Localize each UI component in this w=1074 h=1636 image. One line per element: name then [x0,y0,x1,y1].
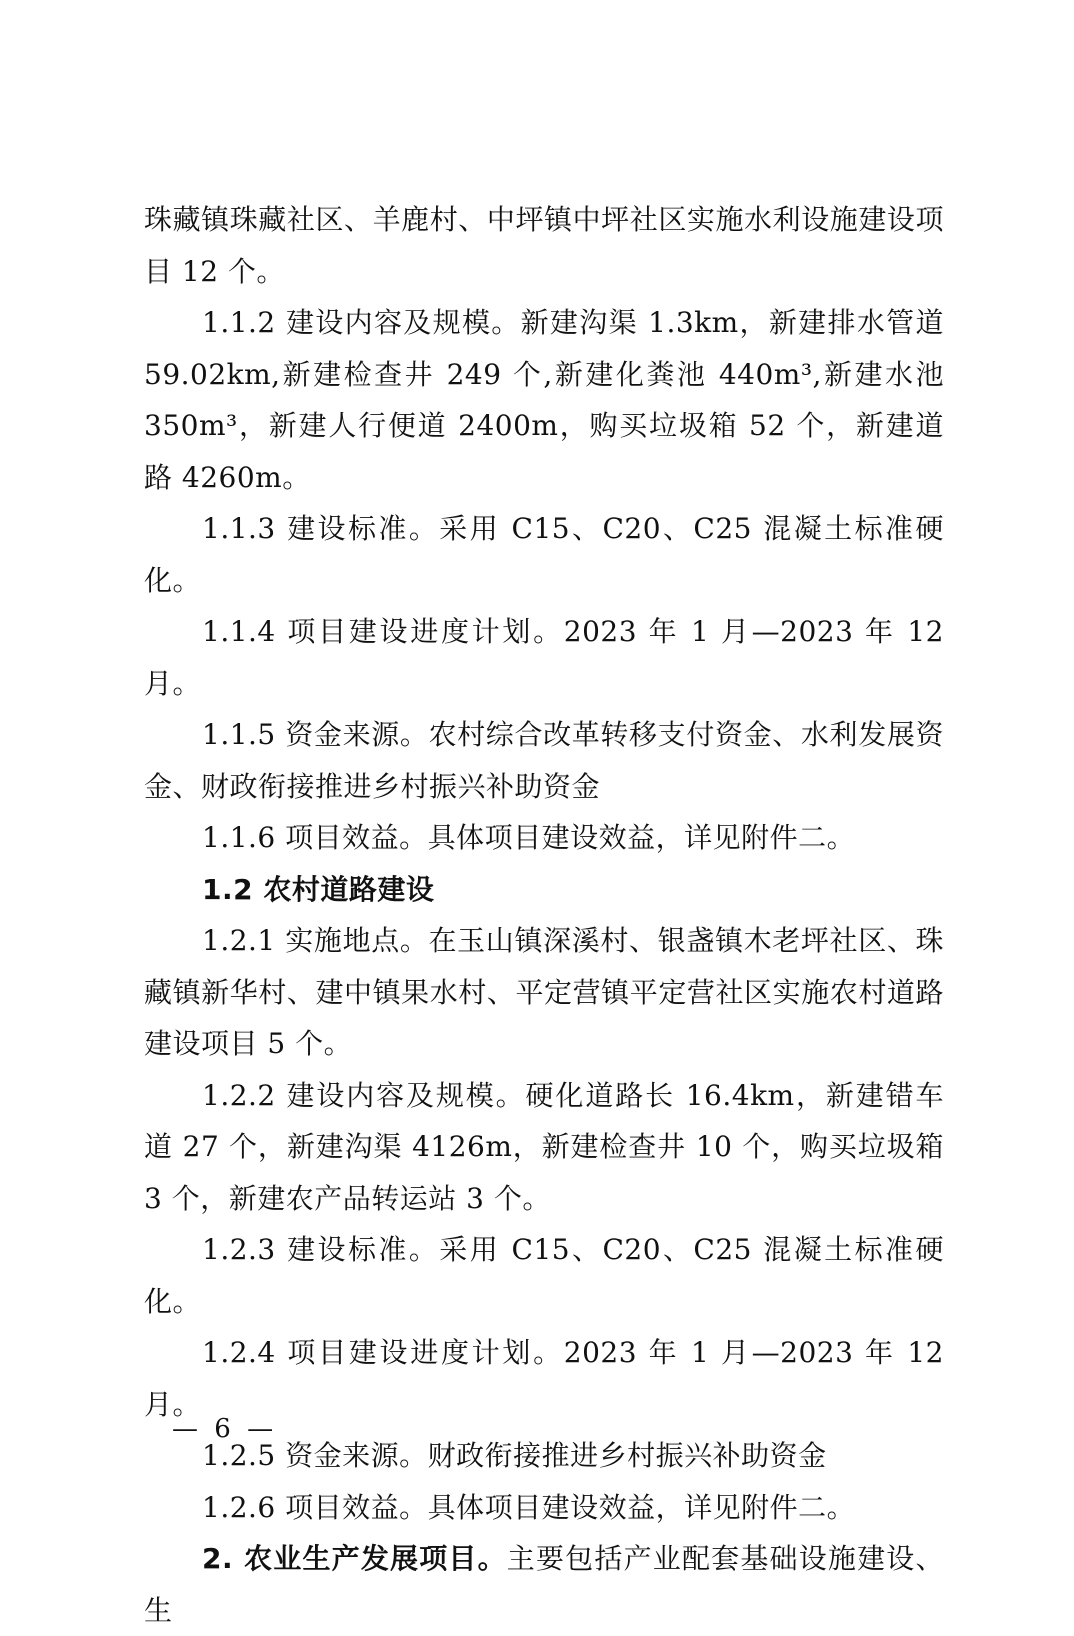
section-2-lead: 2. 农业生产发展项目。 [202,1542,507,1575]
paragraph-1-2-1: 1.2.1 实施地点。在玉山镇深溪村、银盏镇木老坪社区、珠藏镇新华村、建中镇果水村、平定营镇平定营社区实施农村道路建设项目 5 个。 [144,924,944,1060]
page-number: — 6 — [172,1414,278,1444]
paragraph-1-2-5: 1.2.5 资金来源。财政衔接推进乡村振兴补助资金 [202,1439,827,1472]
paragraph-continuation: 珠藏镇珠藏社区、羊鹿村、中坪镇中坪社区实施水利设施建设项目 12 个。 [144,203,944,288]
paragraph-1-1-5: 1.1.5 资金来源。农村综合改革转移支付资金、水利发展资金、财政衔接推进乡村振兴补助资金 [144,718,944,803]
paragraph-1-2-2: 1.2.2 建设内容及规模。硬化道路长 16.4km，新建错车道 27 个，新建沟渠 4126m，新建检查井 10 个，购买垃圾箱 3 个，新建农产品转运站 3 个。 [144,1078,944,1215]
paragraph-1-1-3: 1.1.3 建设标准。采用 C15、C20、C25 混凝土标准硬化。 [144,512,944,597]
paragraph-section-2 [144,1533,944,1636]
paragraph-1-2-4: 1.2.4 项目建设进度计划。2023 年 1 月—2023 年 12 月。 [144,1336,944,1421]
paragraph-1-1-4: 1.1.4 项目建设进度计划。2023 年 1 月—2023 年 12 月。 [144,615,944,700]
paragraph-1-2-3: 1.2.3 建设标准。采用 C15、C20、C25 混凝土标准硬化。 [144,1233,944,1318]
section-heading-1-2: 1.2 农村道路建设 [202,872,435,906]
section-2-text: 主要包括产业配套基础设施建设、生 [144,1542,944,1627]
paragraph-1-1-2: 1.1.2 建设内容及规模。新建沟渠 1.3km，新建排水管道 59.02km,新建检查井 249 个,新建化粪池 440m³,新建水池 350m³，新建人行便道 2400m，购买垃圾箱 52 个，新建道路 4260m。 [144,306,973,494]
paragraph-1-2-6: 1.2.6 项目效益。具体项目建设效益，详见附件二。 [202,1490,856,1524]
paragraph-1-1-6: 1.1.6 项目效益。具体项目建设效益，详见附件二。 [202,821,856,854]
